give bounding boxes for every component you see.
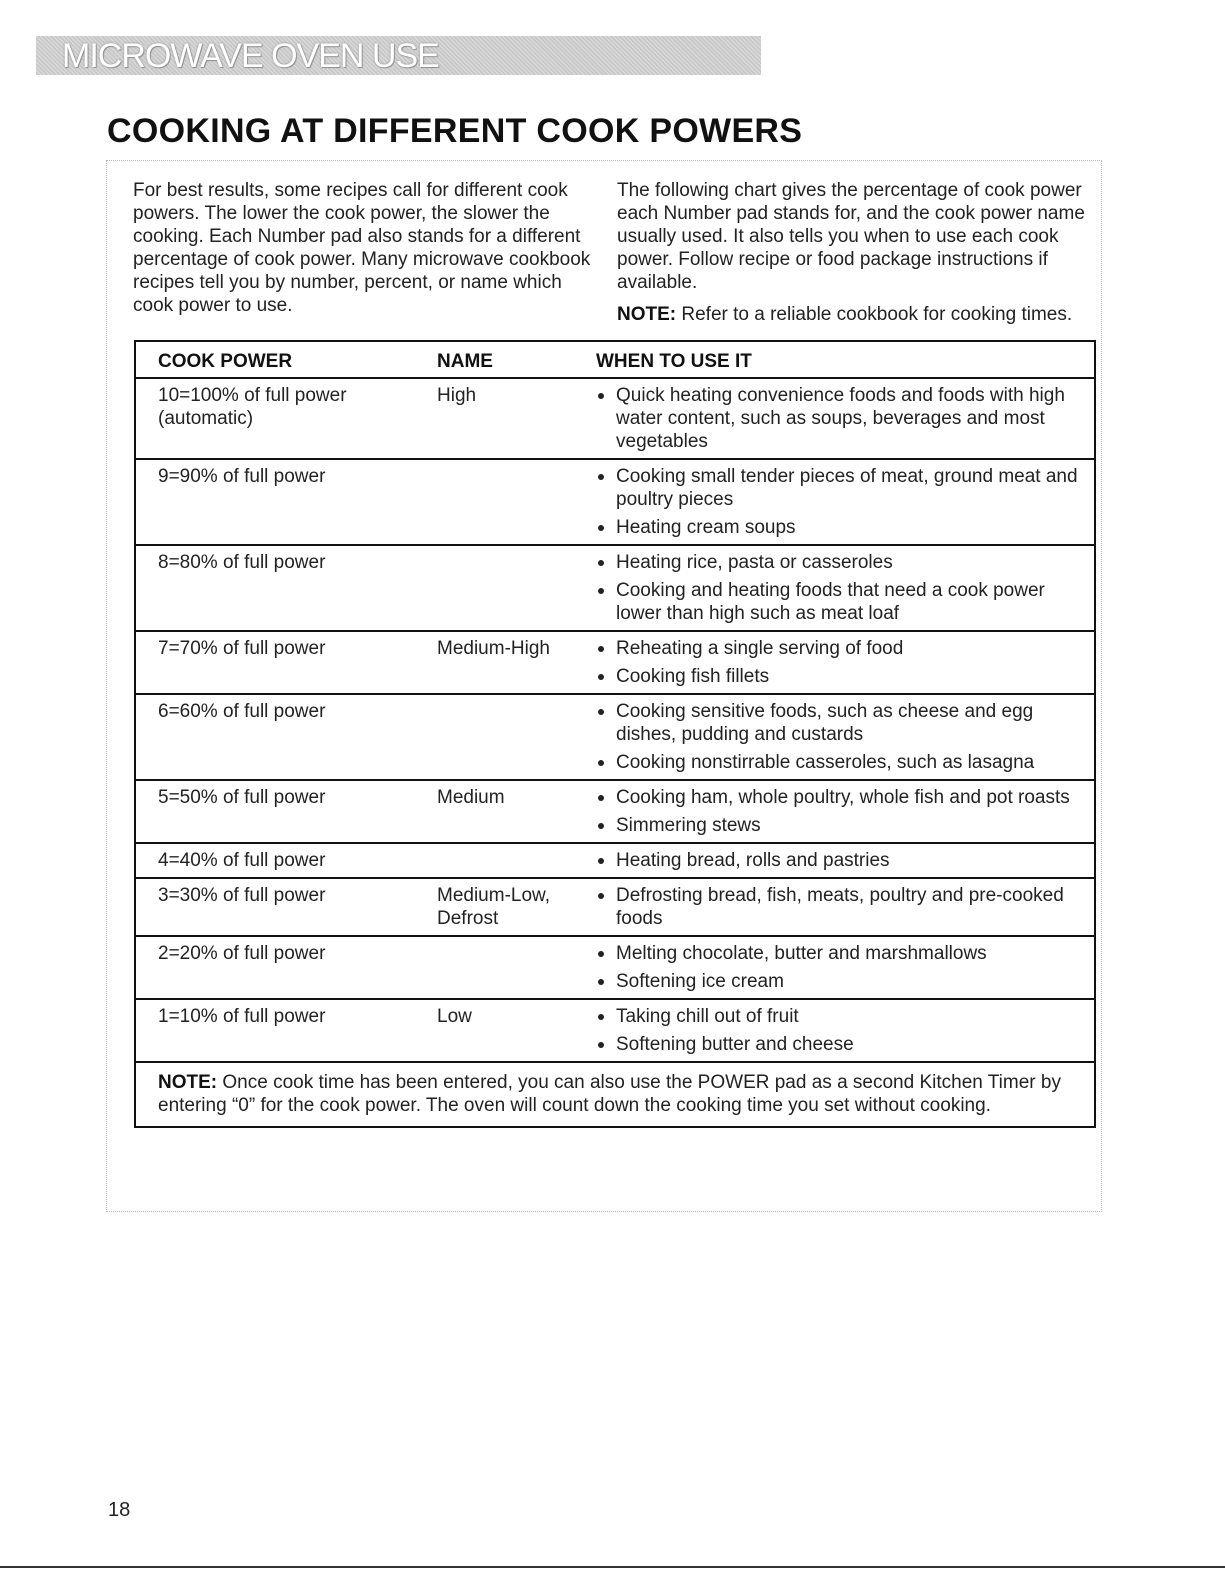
table-row [136, 844, 1094, 879]
bottom-rule [0, 1566, 1225, 1568]
cook-power-cell [136, 460, 437, 544]
cook-power-cell [136, 781, 437, 842]
use-list [596, 1005, 1094, 1056]
use-list [596, 637, 1094, 688]
use-list-item: Softening ice cream [596, 970, 1094, 993]
cook-power-note: (automatic) [158, 408, 254, 429]
power-name-cell [437, 781, 596, 842]
when-to-use-cell [596, 781, 1094, 842]
cook-power-value: 10=100% of full power [158, 385, 347, 406]
use-list-item: Quick heating convenience foods and foods with high water content, such as soups, beverages and most vegetables [596, 384, 1094, 453]
when-to-use-cell [596, 460, 1094, 544]
power-name-cell [437, 460, 596, 544]
use-list-item: Softening butter and cheese [596, 1033, 1094, 1056]
use-list [596, 884, 1094, 930]
power-name-cell [437, 379, 596, 458]
table-row [136, 879, 1094, 937]
intro-left-text: For best results, some recipes call for different cook powers. The lower the cook power, the slower the cooking. Each Number pad also stands for a different percentage of cook power. Many microwave cookbook recipes tell you by number, percent, or name which cook power to use. [133, 180, 591, 316]
when-to-use-cell [596, 379, 1094, 458]
power-name: Medium-Low, [437, 885, 550, 906]
power-name-cell [437, 844, 596, 877]
table-row [136, 781, 1094, 844]
when-to-use-cell [596, 632, 1094, 693]
intro-right-column [617, 179, 1097, 326]
use-list-item: Cooking fish fillets [596, 665, 1094, 688]
use-list-item: Heating cream soups [596, 516, 1094, 539]
use-list [596, 465, 1094, 539]
cook-power-value: 6=60% of full power [158, 701, 326, 722]
intro-note [617, 303, 1097, 326]
intro-note-text: Refer to a reliable cookbook for cooking times. [676, 304, 1073, 325]
chart-note-text: Once cook time has been entered, you can also use the POWER pad as a second Kitchen Timer by entering “0” for the cook power. The oven will count down the cooking time you set without cooking. [158, 1072, 1061, 1116]
table-row [136, 379, 1094, 460]
chart-rows [136, 379, 1094, 1063]
power-name-cell [437, 937, 596, 998]
use-list-item: Cooking small tender pieces of meat, ground meat and poultry pieces [596, 465, 1094, 511]
column-header-when-to-use: WHEN TO USE IT [596, 351, 752, 372]
power-name-cell [437, 632, 596, 693]
intro-note-label: NOTE: [617, 304, 677, 325]
cook-power-cell [136, 546, 437, 630]
use-list-item: Reheating a single serving of food [596, 637, 1094, 660]
page-title: COOKING AT DIFFERENT COOK POWERS [107, 112, 803, 150]
cook-power-value: 1=10% of full power [158, 1006, 326, 1027]
when-to-use-cell [596, 844, 1094, 877]
cook-power-cell [136, 844, 437, 877]
table-row [136, 546, 1094, 632]
chart-note-label: NOTE: [158, 1072, 218, 1093]
intro-right-text: The following chart gives the percentage of cook power each Number pad stands for, and the cook power name usually used. It also tells you when to use each cook power. Follow recipe or food package instructions if available. [617, 180, 1085, 293]
column-header-name: NAME [437, 351, 493, 372]
when-to-use-cell [596, 695, 1094, 779]
cook-power-chart [134, 340, 1096, 1128]
chart-header-row [136, 342, 1094, 379]
use-list-item: Cooking nonstirrable casseroles, such as lasagna [596, 751, 1094, 774]
power-name: Low [437, 1006, 472, 1027]
page-number: 18 [108, 1499, 131, 1521]
use-list-item: Cooking ham, whole poultry, whole fish and pot roasts [596, 786, 1094, 809]
use-list [596, 384, 1094, 453]
cook-power-cell [136, 632, 437, 693]
cook-power-value: 7=70% of full power [158, 638, 326, 659]
power-name-cell [437, 879, 596, 935]
cook-power-cell [136, 1000, 437, 1061]
cook-power-value: 4=40% of full power [158, 850, 326, 871]
column-header-cook-power: COOK POWER [158, 351, 293, 372]
use-list-item: Cooking and heating foods that need a cook power lower than high such as meat loaf [596, 579, 1094, 625]
cook-power-cell [136, 379, 437, 458]
use-list-item: Melting chocolate, butter and marshmallows [596, 942, 1094, 965]
intro-left-column [133, 179, 598, 317]
table-row [136, 937, 1094, 1000]
cook-power-cell [136, 695, 437, 779]
use-list [596, 786, 1094, 837]
use-list-item: Heating rice, pasta or casseroles [596, 551, 1094, 574]
use-list [596, 700, 1094, 774]
section-label: MICROWAVE OVEN USE [62, 37, 439, 75]
table-row [136, 1000, 1094, 1063]
use-list-item: Simmering stews [596, 814, 1094, 837]
cook-power-value: 2=20% of full power [158, 943, 326, 964]
cook-power-value: 9=90% of full power [158, 466, 326, 487]
table-row [136, 695, 1094, 781]
power-name: Medium [437, 787, 505, 808]
use-list-item: Taking chill out of fruit [596, 1005, 1094, 1028]
power-name-secondary: Defrost [437, 908, 499, 929]
table-row [136, 632, 1094, 695]
cook-power-value: 8=80% of full power [158, 552, 326, 573]
when-to-use-cell [596, 879, 1094, 935]
use-list [596, 942, 1094, 993]
power-name-cell [437, 695, 596, 779]
when-to-use-cell [596, 546, 1094, 630]
cook-power-value: 5=50% of full power [158, 787, 326, 808]
cook-power-cell [136, 879, 437, 935]
power-name: High [437, 385, 477, 406]
cook-power-value: 3=30% of full power [158, 885, 326, 906]
use-list [596, 551, 1094, 625]
table-row [136, 460, 1094, 546]
power-name-cell [437, 1000, 596, 1061]
cook-power-cell [136, 937, 437, 998]
when-to-use-cell [596, 937, 1094, 998]
power-name: Medium-High [437, 638, 550, 659]
use-list-item: Defrosting bread, fish, meats, poultry and pre-cooked foods [596, 884, 1094, 930]
power-name-cell [437, 546, 596, 630]
chart-note [136, 1063, 1094, 1126]
when-to-use-cell [596, 1000, 1094, 1061]
use-list-item: Heating bread, rolls and pastries [596, 849, 1094, 872]
use-list [596, 849, 1094, 872]
section-header-bar [36, 36, 761, 75]
use-list-item: Cooking sensitive foods, such as cheese and egg dishes, pudding and custards [596, 700, 1094, 746]
